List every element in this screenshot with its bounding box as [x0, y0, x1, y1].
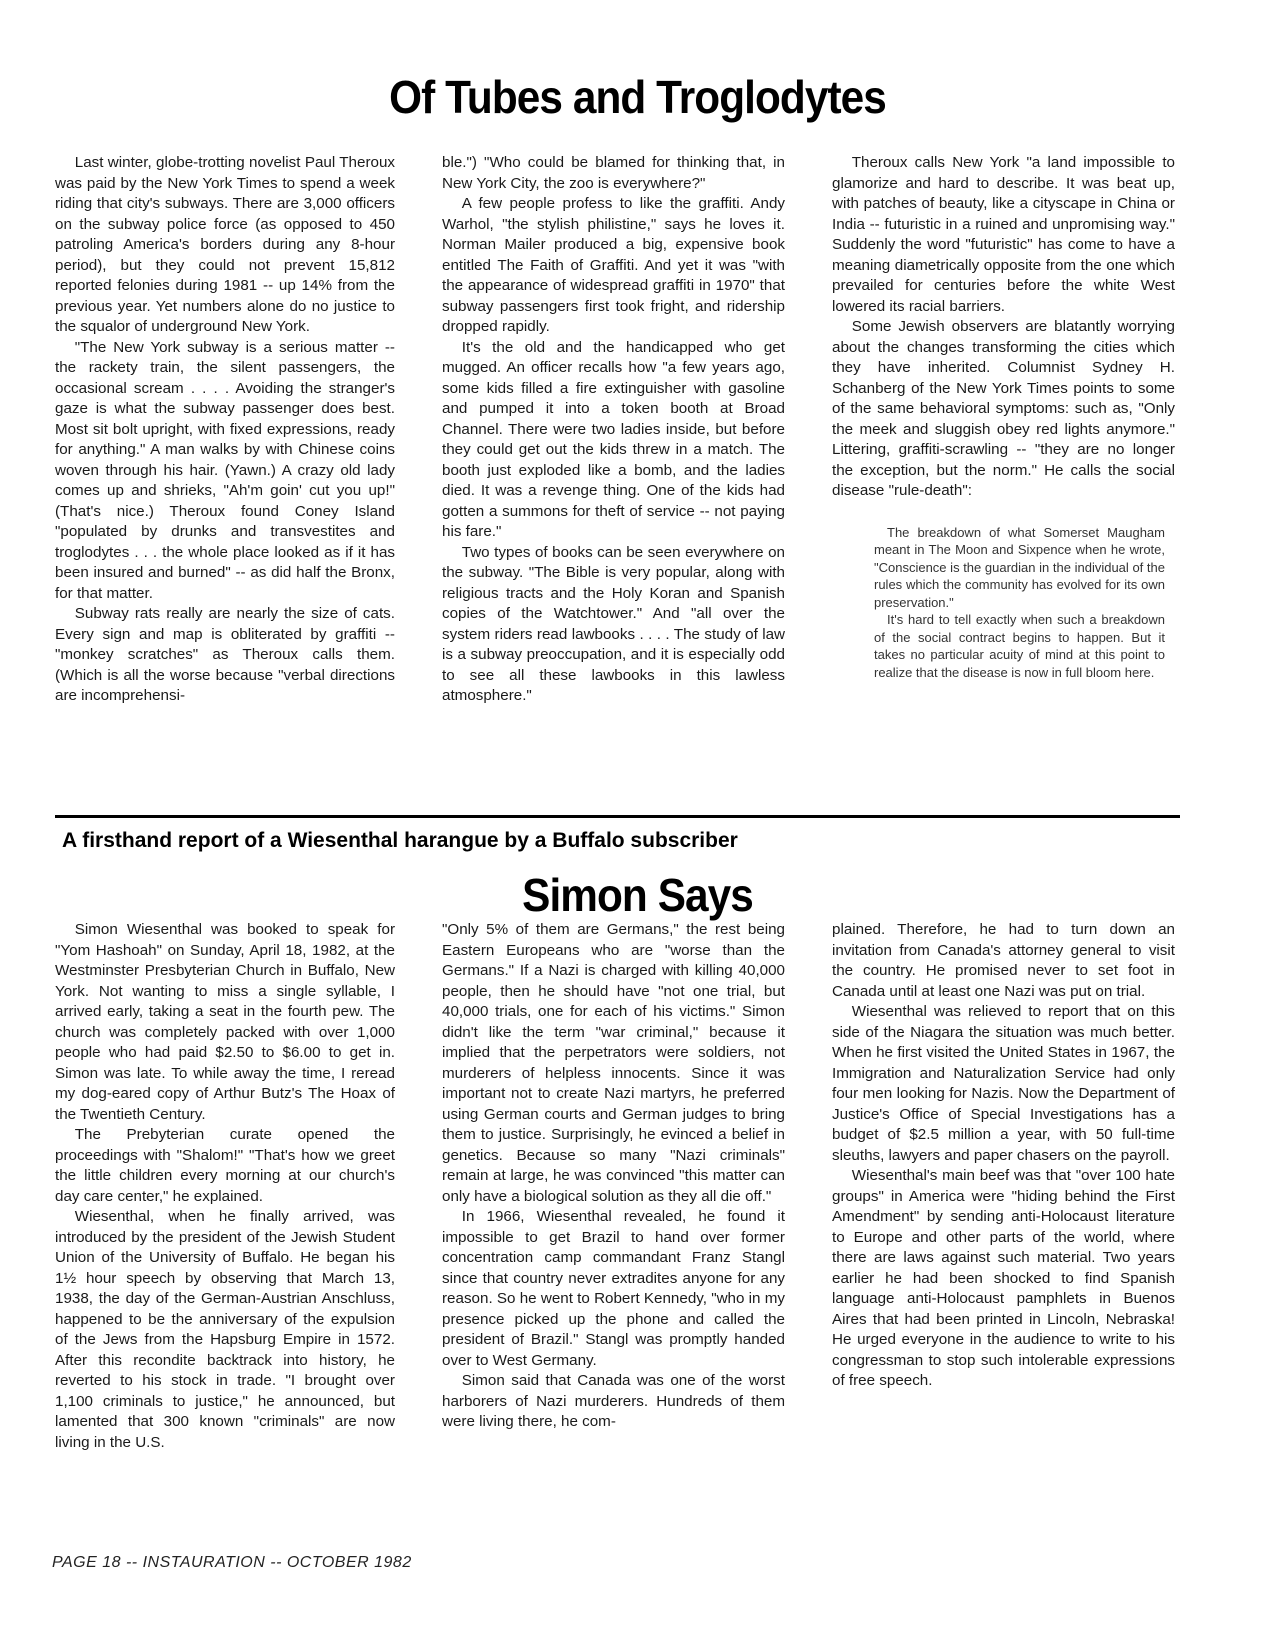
- article-kicker: A firsthand report of a Wiesenthal harangue by a Buffalo subscriber: [62, 829, 738, 852]
- paragraph: Theroux calls New York "a land impossible to glamorize and hard to describe. It was beat up, with patches of beauty, like a cityscape in China or India -- futuristic in a ruined and unpromising way." Suddenly the word "futuristic" has come to have a meaning diametrically opposite from the one which prevailed for centuries before the white West lowered its racial barriers.: [832, 154, 1175, 315]
- paragraph: The Prebyterian curate opened the proceedings with "Shalom!" "That's how we greet the little children every morning at our church's day care center," he explained.: [55, 1126, 395, 1205]
- paragraph: Simon Wiesenthal was booked to speak for "Yom Hashoah" on Sunday, April 18, 1982, at the Westminster Presbyterian Church in Buffalo, New York. Not wanting to miss a single syllable, I arrived early, taking a seat in the fourth pew. The church was completely packed with over 1,000 people who had paid $2.50 to $6.00 to get in. Simon was late. To while away the time, I reread my dog-eared copy of Arthur Butz's The Hoax of the Twentieth Century.: [55, 921, 395, 1123]
- article2-column-3: [832, 920, 1175, 1392]
- block-quote: [874, 524, 1165, 682]
- paragraph: In 1966, Wiesenthal revealed, he found it impossible to get Brazil to hand over former concentration camp commandant Franz Stangl since that country never extradites anyone for any reason. So he went to Robert Kennedy, "who in my presence picked up the phone and called the president of Brazil." Stangl was promptly handed over to West Germany.: [442, 1208, 785, 1369]
- article-title-tubes: Of Tubes and Troglodytes: [389, 71, 886, 123]
- paragraph: "The New York subway is a serious matter -- the rackety train, the silent passengers, the occasional scream . . . . Avoiding the stranger's gaze is what the subway passenger does best. Most sit bolt upright, with fixed expressions, ready for anything." A man walks by with Chinese coins woven through his hair. (Yawn.) A crazy old lady comes up and shrieks, "Ah'm goin' cut you up!" (That's nice.) Theroux found Coney Island "populated by drunks and transvestites and troglodytes . . . the whole place looked as if it has been insured and burned" -- as did half the Bronx, for that matter.: [55, 338, 395, 602]
- article2-column-2: [442, 920, 785, 1433]
- paragraph: Simon said that Canada was one of the worst harborers of Nazi murderers. Hundreds of them were living there, he com-: [442, 1372, 785, 1430]
- quote-paragraph: It's hard to tell exactly when such a breakdown of the social contract begins to happen. But it takes no particular acuity of mind at this point to realize that the disease is now in full bloom here.: [874, 612, 1165, 680]
- paragraph: ble.") "Who could be blamed for thinking that, in New York City, the zoo is everywhere?": [442, 154, 785, 192]
- paragraph: plained. Therefore, he had to turn down an invitation from Canada's attorney general to visit the country. He promised never to set foot in Canada until at least one Nazi was put on trial.: [832, 921, 1175, 1000]
- paragraph: "Only 5% of them are Germans," the rest being Eastern Europeans who are "worse than the Germans." If a Nazi is charged with killing 40,000 people, then he should have "not one trial, but 40,000 trials, one for each of his victims." Simon didn't like the term "war criminal," because it implied that the perpetrators were soldiers, not murderers of helpless innocents. Since it was important not to create Nazi martyrs, he preferred using German courts and German judges to bring them to justice. Surprisingly, he evinced a belief in genetics. Because so many "Nazi criminals" remain at large, he was convinced "this matter can only have a biological solution as they all die off.": [442, 921, 785, 1205]
- article1-column-2: [442, 153, 785, 707]
- paragraph: Wiesenthal, when he finally arrived, was introduced by the president of the Jewish Student Union of the University of Buffalo. He began his 1½ hour speech by observing that March 13, 1938, the day of the German-Austrian Anschluss, happened to be the anniversary of the expulsion of the Jews from the Hapsburg Empire in 1572. After this recondite backtrack into history, he reverted to his stock in trade. "I brought over 1,100 criminals to justice," he announced, but lamented that 300 known "criminals" are now living in the U.S.: [55, 1208, 395, 1451]
- quote-paragraph: The breakdown of what Somerset Maugham meant in The Moon and Sixpence when he wrote, "Conscience is the guardian in the individual of the rules which the community has evolved for its own preservation.": [874, 524, 1165, 610]
- article-title-simon-says: Simon Says: [522, 869, 753, 921]
- article1-column-3: [832, 153, 1175, 681]
- paragraph: Some Jewish observers are blatantly worrying about the changes transforming the cities which they have inherited. Columnist Sydney H. Schanberg of the New York Times points to some of the same behavioral symptoms: such as, "Only the meek and sluggish obey red lights anymore." Littering, graffiti-scrawling -- "they are no longer the exception, but the norm." He calls the social disease "rule-death":: [832, 318, 1175, 499]
- paragraph: It's the old and the handicapped who get mugged. An officer recalls how "a few years ago, some kids filled a fire extinguisher with gasoline and pumped it into a token booth at Broad Channel. There were two ladies inside, but before they could get out the kids threw in a match. The booth just exploded like a bomb, and the ladies died. It was a revenge thing. One of the kids had gotten a summons for theft of service -- not paying his fare.": [442, 338, 785, 540]
- page-footer: PAGE 18 -- INSTAURATION -- OCTOBER 1982: [52, 1554, 412, 1571]
- paragraph: Subway rats really are nearly the size of cats. Every sign and map is obliterated by graffiti -- "monkey scratches" as Theroux calls them. (Which is all the worse because "verbal directions are incomprehensi-: [55, 605, 395, 704]
- paragraph: Last winter, globe-trotting novelist Paul Theroux was paid by the New York Times to spend a week riding that city's subways. There are 3,000 officers on the subway police force (as opposed to 450 patroling America's borders during any 8-hour period), but they could not prevent 15,812 reported felonies during 1981 -- up 14% from the previous year. Yet numbers alone do no justice to the squalor of underground New York.: [55, 154, 395, 335]
- paragraph: Two types of books can be seen everywhere on the subway. "The Bible is very popular, along with religious tracts and the Holy Koran and Spanish copies of the Watchtower." And "all over the system riders read lawbooks . . . . The study of law is a subway preoccupation, and it is especially odd to see all these lawbooks in this lawless atmosphere.": [442, 543, 785, 704]
- paragraph: Wiesenthal was relieved to report that on this side of the Niagara the situation was much better. When he first visited the United States in 1967, the Immigration and Naturalization Service had only four men looking for Nazis. Now the Department of Justice's Office of Special Investigations has a budget of $2.5 million a year, with 50 full-time sleuths, lawyers and paper chasers on the payroll.: [832, 1003, 1175, 1164]
- paragraph: Wiesenthal's main beef was that "over 100 hate groups" in America were "hiding behind the First Amendment" by sending anti-Holocaust literature to Europe and other parts of the world, where there are laws against such material. Two years earlier he had been shocked to find Spanish language anti-Holocaust pamphlets in Buenos Aires that had been printed in Lincoln, Nebraska! He urged everyone in the audience to write to his congressman to stop such intolerable expressions of free speech.: [832, 1167, 1175, 1389]
- section-divider: [55, 815, 1180, 818]
- article2-column-1: [55, 920, 395, 1453]
- paragraph: A few people profess to like the graffiti. Andy Warhol, "the stylish philistine," says he loves it. Norman Mailer produced a big, expensive book entitled The Faith of Graffiti. And yet it was "with the appearance of widespread graffiti in 1970" that subway passengers first took fright, and ridership dropped rapidly.: [442, 195, 785, 335]
- article1-column-1: [55, 153, 395, 707]
